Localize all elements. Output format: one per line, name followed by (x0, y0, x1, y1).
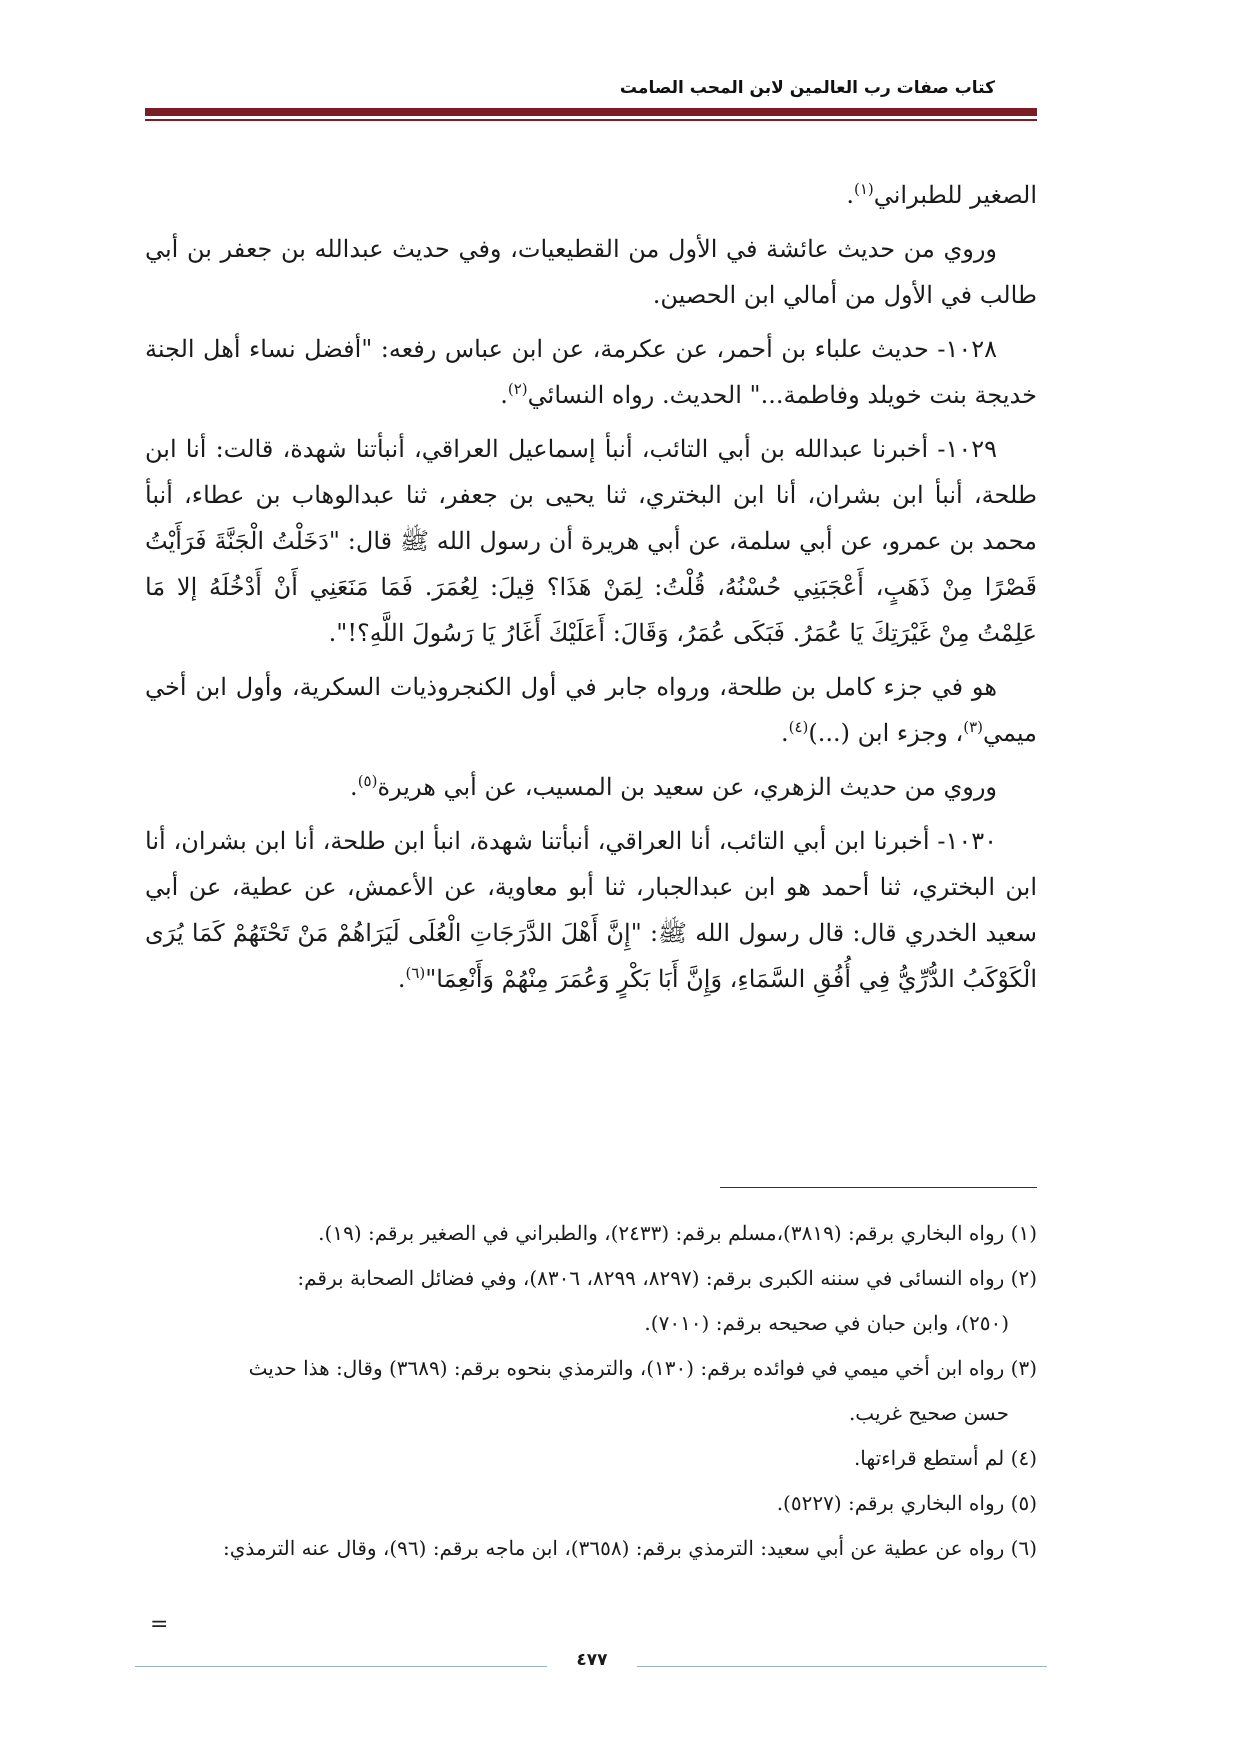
hadith-1029 (145, 426, 1037, 656)
footnote-separator (720, 1187, 1037, 1188)
footnote-6: (٦) رواه عن عطية عن أبي سعيد: الترمذي برقم: (٣٦٥٨)، ابن ماجه برقم: (٩٦)، وقال عنه الترمذي: (222, 1536, 1037, 1560)
main-text (145, 172, 1037, 1010)
footnote-5: (٥) رواه البخاري برقم: (٥٢٢٧). (776, 1491, 1037, 1515)
paragraph (145, 172, 1037, 218)
footnote-2: (٢) رواه النسائى في سننه الكبرى برقم: (٨٢٩٧، ٨٢٩٩، ٨٣٠٦)، وفي فضائل الصحابة برقم: (297, 1266, 1037, 1290)
paragraph-text: ١٠٢٨- حديث علباء بن أحمر، عن عكرمة، عن ابن عباس رفعه: "أفضل نساء أهل الجنة خديجة بنت خويلد وفاطمة..." الحديث. رواه النسائي (145, 335, 1037, 409)
punctuation: . (780, 719, 789, 747)
paragraph-text: ١٠٣٠- أخبرنا ابن أبي التائب، أنا العراقي، أنبأتنا شهدة، انبأ ابن طلحة، أنا ابن بشران، أنا ابن البختري، ثنا أحمد هو ابن عبدالجبار، ثنا أبو معاوية، عن الأعمش، عن عطية، عن أبي سعيد الخدري قال: قال رسول الله ﷺ: "إِنَّ أَهْلَ الدَّرَجَاتِ الْعُلَى لَيَرَاهُمْ مَنْ تَحْتَهُمْ كَمَا يُرَى الْكَوْكَبُ الدُّرِّيُّ فِي أُفُقِ السَّمَاءِ، وَإِنَّ أَبَا بَكْرٍ وَعُمَرَ مِنْهُمْ وَأَنْعِمَا" (145, 827, 1037, 993)
paragraph-text: هو في جزء كامل بن طلحة، ورواه جابر في أول الكنجروذيات السكرية، وأول ابن أخي ميمي (145, 673, 1037, 747)
footer-rule-left (135, 1666, 547, 1667)
punctuation: . (350, 773, 358, 801)
footnote-4: (٤) لم أستطع قراءتها. (853, 1446, 1037, 1470)
footnote-ref[interactable]: (٢) (507, 380, 528, 398)
punctuation: . (500, 381, 508, 409)
paragraph-text: ١٠٢٩- أخبرنا عبدالله بن أبي التائب، أنبأ إسماعيل العراقي، أنبأتنا شهدة، قالت: أنا ابن طلحة، أنبأ ابن بشران، أنا ابن البختري، ثنا يحيى بن جعفر، ثنا عبدالوهاب بن عطاء، أنبأ محمد بن عمرو، عن أبي سلمة، عن أبي هريرة أن رسول الله ﷺ قال: "دَخَلْتُ الْجَنَّةَ فَرَأَيْتُ قَصْرًا مِنْ ذَهَبٍ، أَعْجَبَنِي حُسْنُهُ، قُلْتُ: لِمَنْ هَذَا؟ قِيلَ: لِعُمَرَ. فَمَا مَنَعَنِي أَنْ أَدْخُلَهُ إلا مَا عَلِمْتُ مِنْ غَيْرَتِكَ يَا عُمَرُ. فَبَكَى عُمَرُ، وَقَالَ: أَعَلَيْكَ أَغَارُ يَا رَسُولَ اللَّهِ؟!". (145, 435, 1037, 647)
footnotes (145, 1212, 1037, 1572)
page-number: ٤٧٧ (576, 1650, 608, 1670)
footnote-ref[interactable]: (٦) (405, 964, 426, 982)
footnote-3: (٣) رواه ابن أخي ميمي في فوائده برقم: (١٣٠)، والترمذي بنحوه برقم: (٣٦٨٩) وقال: هذا حديث (248, 1356, 1037, 1380)
footnote-ref[interactable]: (٥) (357, 772, 378, 790)
running-header-title: كتاب صفات رب العالمين لابن المحب الصامت (619, 78, 995, 98)
paragraph (145, 664, 1037, 756)
punctuation: . (846, 181, 854, 209)
header-rule (145, 108, 1037, 116)
paragraph (145, 764, 1037, 810)
footnote-ref[interactable]: (٣) (963, 718, 984, 736)
header-rule-thin (145, 119, 1037, 121)
paragraph (145, 226, 1037, 318)
hadith-1030 (145, 818, 1037, 1002)
footnote-2-continuation: (٢٥٠)، وابن حبان في صحيحه برقم: (٧٠١٠). (644, 1311, 1009, 1335)
footnote-ref[interactable]: (٤) (788, 718, 809, 736)
footnote-3-continuation: حسن صحيح غريب. (848, 1401, 1009, 1425)
punctuation: . (397, 965, 406, 993)
continuation-mark: = (150, 1612, 169, 1637)
footnote-1: (١) رواه البخاري برقم: (٣٨١٩)،مسلم برقم: (٢٤٣٣)، والطبراني في الصغير برقم: (١٩). (318, 1221, 1037, 1245)
footnote-ref[interactable]: (١) (853, 180, 874, 198)
hadith-1028 (145, 326, 1037, 418)
paragraph-text: ، وجزء ابن (...) (808, 719, 964, 747)
paragraph-text: وروي من حديث الزهري، عن سعيد بن المسيب، عن أبي هريرة (377, 773, 997, 801)
paragraph-text: الصغير للطبراني (873, 181, 1037, 209)
paragraph-text: وروي من حديث عائشة في الأول من القطيعيات، وفي حديث عبدالله بن جعفر بن أبي طالب في الأول من أمالي ابن الحصين. (145, 235, 1037, 309)
footer-rule-right (637, 1666, 1047, 1667)
